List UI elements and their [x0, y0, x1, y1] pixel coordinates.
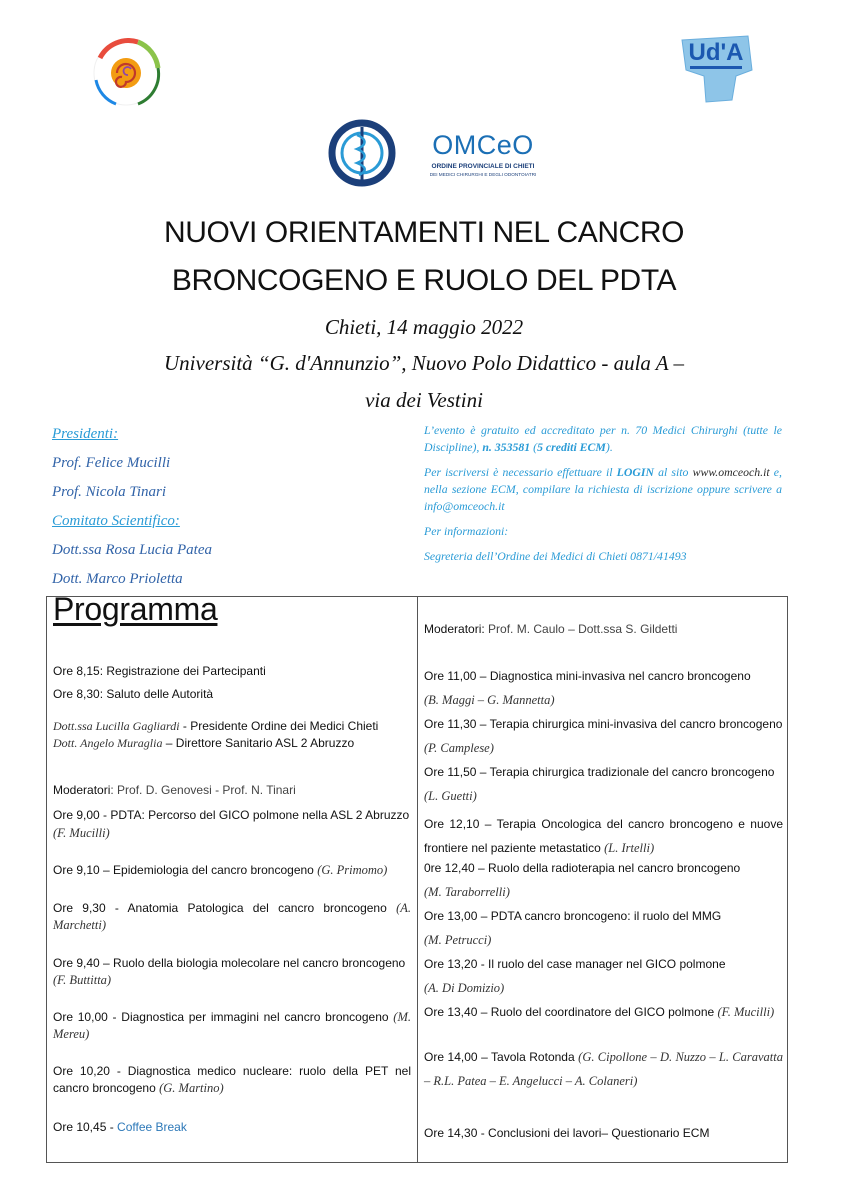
program-table [46, 591, 788, 1163]
svg-text:Ud'A: Ud'A [688, 39, 744, 66]
program-speaker: (B. Maggi – G. Mannetta) [424, 693, 555, 707]
omceo-logo [418, 130, 548, 178]
moderators-left: Moderatori: Prof. D. Genovesi - Prof. N. Tinari [53, 783, 296, 797]
program-speaker: (P. Camplese) [424, 741, 494, 755]
authority-2: Dott. Angelo Muraglia – Direttore Sanitario ASL 2 Abruzzo [53, 736, 355, 750]
presidents-label: Presidenti: [52, 426, 119, 442]
title-line-1: NUOVI ORIENTAMENTI NEL CANCRO [163, 216, 685, 249]
moderators-right: Moderatori: Prof. M. Caulo – Dott.ssa S. Gildetti [424, 622, 678, 636]
program-item: Ore 9,00 - PDTA: Percorso del GICO polmone nella ASL 2 Abruzzo [53, 808, 410, 822]
program-item: 0re 12,40 – Ruolo della radioterapia nel cancro broncogeno [424, 861, 741, 875]
omceo-line1: ORDINE PROVINCIALE DI CHIETI [431, 163, 535, 170]
uda-logo [676, 30, 756, 104]
program-item: Ore 10,45 - Coffee Break [53, 1120, 187, 1134]
event-date: Chieti, 14 maggio 2022 [324, 315, 524, 339]
program-item: Ore 14,00 – Tavola Rotonda (G. Cipollone – D. Nuzzo – L. Caravatta – R.L. Patea – E. Angelucci – A. Colaneri) [424, 1050, 783, 1088]
title-line-2: BRONCOGENO E RUOLO DEL PDTA [171, 264, 677, 297]
contact-text: Segreteria dell’Ordine dei Medici di Chieti 0871/41493 [424, 549, 687, 563]
program-item: Ore 14,30 - Conclusioni dei lavori– Questionario ECM [424, 1126, 710, 1140]
program-item: Ore 9,30 - Anatomia Patologica del cancro broncogeno (A. Marchetti) [53, 901, 411, 932]
committee-member-1: Dott.ssa Rosa Lucia Patea [52, 542, 212, 558]
program-item: Ore 9,10 – Epidemiologia del cancro broncogeno (G. Primomo) [53, 863, 388, 877]
program-speaker: (F. Mucilli) [53, 826, 110, 840]
venue-line-1: Università “G. d'Annunzio”, Nuovo Polo Didattico - aula A – [164, 351, 684, 375]
program-item: Ore 9,40 – Ruolo della biologia molecolare nel cancro broncogeno [53, 956, 406, 970]
organizers [52, 424, 382, 598]
registration-text: Per iscriversi è necessario effettuare il LOGIN al sito www.omceoch.it e, nella sezione ECM, compilare la richiesta di iscrizione oppure scrivere a info@omceoch.it [424, 465, 782, 513]
program-speaker: (L. Guetti) [424, 789, 477, 803]
program-speaker: (M. Petrucci) [424, 933, 492, 947]
program-item: Ore 8,30: Saluto delle Autorità [53, 687, 214, 701]
program-item: Ore 8,15: Registrazione dei Partecipanti [53, 664, 266, 678]
program-item: Ore 11,50 – Terapia chirurgica tradizionale del cancro broncogeno [424, 765, 775, 779]
program-speaker: (M. Taraborrelli) [424, 885, 510, 899]
program-item: Ore 11,30 – Terapia chirurgica mini-invasiva del cancro broncogeno [424, 717, 783, 731]
accreditation-text: L’evento è gratuito ed accreditato per n. 70 Medici Chirurghi (tutte le Discipline), n. 353581 (5 crediti ECM). [424, 423, 782, 454]
program-item: Ore 13,40 – Ruolo del coordinatore del GICO polmone (F. Mucilli) [424, 1005, 775, 1019]
committee-member-2: Dott. Marco Prioletta [52, 571, 183, 587]
venue-line-2: via dei Vestini [365, 388, 483, 412]
program-item: Ore 10,20 - Diagnostica medico nucleare: ruolo della PET nel cancro broncogeno (G. Martino) [53, 1064, 411, 1095]
program-item: Ore 10,00 - Diagnostica per immagini nel cancro broncogeno (M. Mereu) [53, 1010, 411, 1041]
program-item: Ore 12,10 – Terapia Oncologica del cancro broncogeno e nuove frontiere nel paziente metastatico (L. Irtelli) [424, 817, 783, 855]
program-heading: Programma [53, 591, 218, 627]
president-2: Prof. Nicola Tinari [52, 484, 167, 500]
program-item: Ore 11,00 – Diagnostica mini-invasiva nel cancro broncogeno [424, 669, 751, 683]
program-speaker: (A. Di Domizio) [424, 981, 505, 995]
program-item: Ore 13,00 – PDTA cancro broncogeno: il ruolo del MMG [424, 909, 722, 923]
authority-1: Dott.ssa Lucilla Gagliardi - Presidente Ordine dei Medici Chieti [53, 719, 379, 733]
program-item: Ore 13,20 - Il ruolo del case manager nel GICO polmone [424, 957, 726, 971]
program-speaker: (F. Buttitta) [53, 973, 112, 987]
column-divider [417, 597, 418, 1162]
omceo-line2: DEI MEDICI CHIRURGHI E DEGLI ODONTOIATRI [429, 172, 537, 177]
asl-logo [88, 38, 164, 108]
info-label: Per informazioni: [424, 524, 509, 538]
committee-label: Comitato Scientifico: [52, 513, 180, 529]
event-info [424, 422, 782, 573]
omceo-emblem [326, 113, 406, 193]
president-1: Prof. Felice Mucilli [52, 455, 171, 471]
omceo-name: OMCeO [432, 130, 534, 160]
